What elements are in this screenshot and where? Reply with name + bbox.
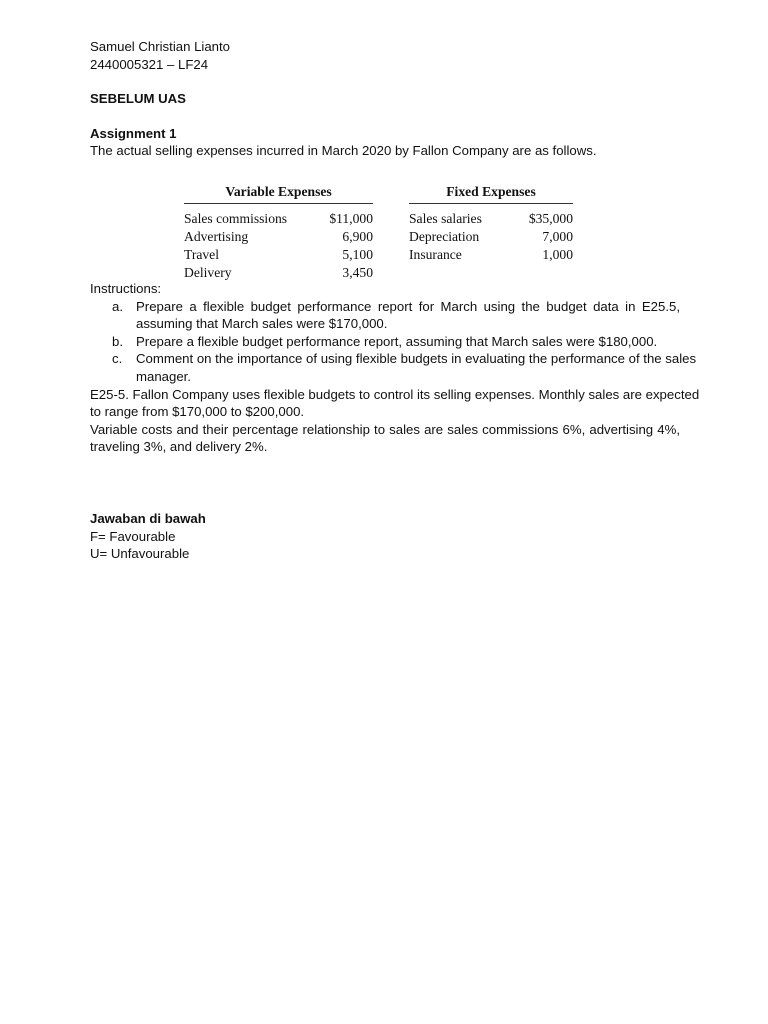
document-page	[90, 38, 700, 563]
table-row	[184, 228, 373, 246]
table-row	[184, 246, 373, 264]
instruction-text: assuming that March sales were $170,000.	[136, 316, 388, 332]
instructions-list	[90, 298, 697, 386]
table-row	[409, 210, 573, 228]
expense-value: 3,450	[342, 265, 373, 280]
instruction-text: manager.	[136, 368, 191, 384]
expense-value: 5,100	[342, 247, 373, 262]
legend-favourable: F= Favourable	[90, 528, 176, 544]
instructions-title: Instructions:	[90, 280, 162, 296]
assignment-title: Assignment 1	[90, 125, 177, 141]
exercise-text: Variable costs and their percentage relationship to sales are sales commissions 6%, advertising 4%,	[90, 421, 680, 437]
student-id: 2440005321 – LF24	[90, 56, 209, 72]
variable-expenses-block	[184, 184, 373, 282]
instruction-item-c	[90, 350, 697, 385]
exercise-text: E25-5. Fallon Company uses flexible budgets to control its selling expenses. Monthly sales are expected	[90, 386, 700, 402]
instruction-text: Comment on the importance of using flexible budgets in evaluating the performance of the sales	[136, 351, 697, 367]
expense-label: Travel	[184, 247, 219, 262]
variable-expenses-heading: Variable Expenses	[184, 184, 373, 204]
instruction-text: Prepare a flexible budget performance report, assuming that March sales were $180,000.	[136, 333, 658, 349]
table-row	[409, 246, 573, 264]
exercise-text: traveling 3%, and delivery 2%.	[90, 439, 268, 455]
expense-label: Sales salaries	[409, 211, 482, 226]
expense-label: Delivery	[184, 265, 232, 280]
answer-title: Jawaban di bawah	[90, 510, 206, 526]
list-marker: c.	[112, 351, 123, 367]
expense-value: 1,000	[542, 247, 573, 262]
expense-value: $35,000	[528, 211, 573, 226]
instruction-text: Prepare a flexible budget performance report for March using the budget data in E25.5,	[136, 298, 680, 314]
list-marker: b.	[112, 333, 123, 349]
table-row	[184, 264, 373, 282]
table-row	[184, 210, 373, 228]
legend-unfavourable: U= Unfavourable	[90, 546, 190, 562]
expense-value: 7,000	[542, 229, 573, 244]
list-marker: a.	[112, 298, 123, 314]
fixed-expenses-block	[409, 184, 573, 264]
expense-label: Insurance	[409, 247, 462, 262]
expense-label: Depreciation	[409, 229, 480, 244]
instruction-item-a	[90, 298, 680, 333]
author-name: Samuel Christian Lianto	[90, 39, 231, 54]
expense-value: $11,000	[329, 211, 373, 226]
assignment-intro: The actual selling expenses incurred in March 2020 by Fallon Company are as follows.	[90, 143, 597, 159]
expense-value: 6,900	[342, 229, 373, 244]
expense-label: Sales commissions	[184, 211, 288, 226]
instruction-item-b	[90, 333, 680, 351]
section-title: SEBELUM UAS	[90, 91, 186, 107]
table-row	[409, 228, 573, 246]
expense-label: Advertising	[184, 229, 249, 244]
exercise-text: to range from $170,000 to $200,000.	[90, 404, 305, 420]
fixed-expenses-heading: Fixed Expenses	[409, 184, 573, 204]
